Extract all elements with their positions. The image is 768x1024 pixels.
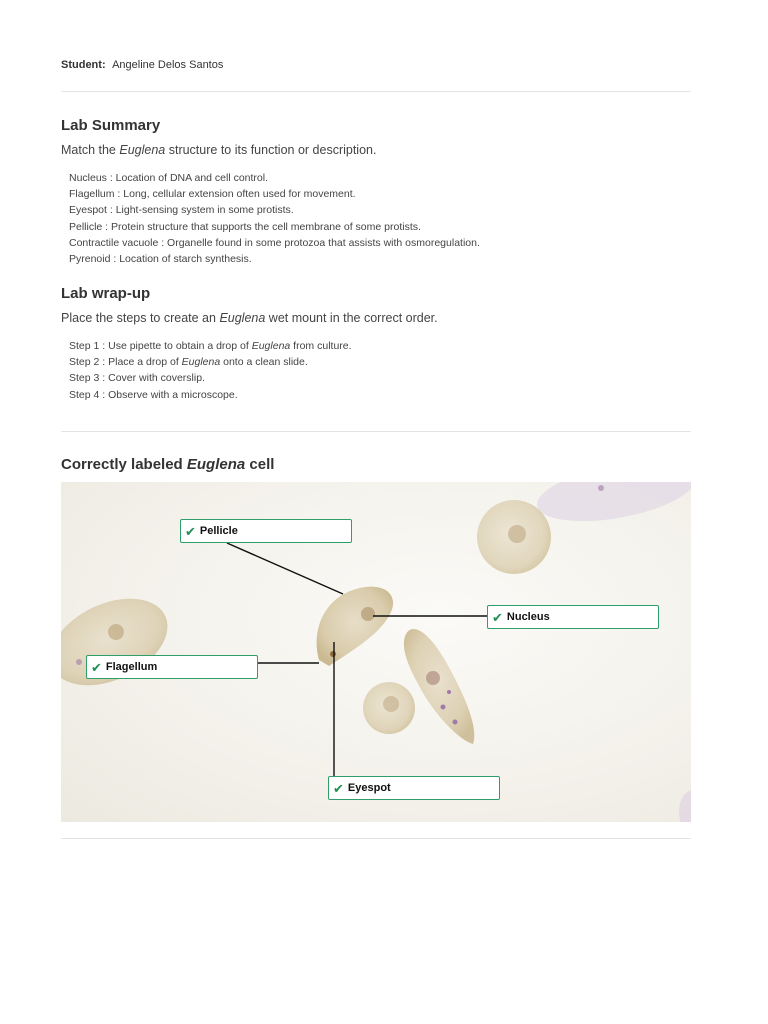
label-nucleus	[487, 605, 659, 629]
list-item: Flagellum : Long, cellular extension often used for movement.	[69, 188, 356, 201]
main-euglena-cell	[317, 587, 393, 666]
lab-wrapup-title: Lab wrap-up	[61, 285, 151, 302]
lab-summary-instruction	[61, 143, 376, 157]
structure-list	[69, 170, 480, 267]
check-icon: ✔	[492, 609, 503, 625]
instruction-italic: Euglena	[219, 311, 266, 325]
list-item: Step 4 : Observe with a microscope.	[69, 388, 238, 401]
euglena-micrograph	[61, 482, 691, 822]
figure-title: Correctly labeled Euglena cell	[61, 456, 275, 473]
student-line	[61, 59, 223, 71]
label-text: Nucleus	[506, 611, 550, 623]
label-text: Pellicle	[199, 525, 238, 537]
check-icon: ✔	[91, 659, 102, 675]
divider	[61, 91, 691, 92]
instruction-italic: Euglena	[119, 143, 166, 157]
instruction-text: wet mount in the correct order.	[265, 311, 438, 325]
divider	[61, 838, 691, 839]
list-item: Step 3 : Cover with coverslip.	[69, 372, 205, 385]
student-name: Angeline Delos Santos	[112, 59, 224, 71]
lab-summary-title: Lab Summary	[61, 117, 161, 134]
list-item: Step 1 : Use pipette to obtain a drop of Euglena from culture.	[69, 340, 352, 352]
divider	[61, 431, 691, 432]
list-item: Eyespot : Light-sensing system in some protists.	[69, 204, 294, 217]
check-icon: ✔	[333, 780, 344, 796]
label-eyespot	[328, 776, 500, 800]
label-text: Eyespot	[347, 782, 391, 794]
instruction-text: Place the steps to create an	[61, 311, 220, 325]
left-edge-cell	[61, 581, 181, 702]
check-icon: ✔	[185, 523, 196, 539]
label-text: Flagellum	[105, 661, 158, 673]
instruction-text: Match the	[61, 143, 120, 157]
pellicle-leader-line	[227, 543, 343, 594]
student-label: Student:	[61, 59, 106, 71]
list-item: Contractile vacuole : Organelle found in some protozoa that assists with osmoregulation.	[69, 236, 480, 249]
background-cell	[679, 790, 691, 822]
background-cell	[533, 482, 691, 531]
elongated-cell	[404, 629, 474, 744]
list-item: Pyrenoid : Location of starch synthesis.	[69, 253, 252, 266]
label-flagellum	[86, 655, 258, 679]
steps-list	[69, 338, 352, 403]
label-pellicle	[180, 519, 352, 543]
list-item: Pellicle : Protein structure that supports the cell membrane of some protists.	[69, 220, 421, 233]
micrograph-drawing	[61, 482, 691, 822]
instruction-text: structure to its function or description.	[165, 143, 377, 157]
list-item: Nucleus : Location of DNA and cell control.	[69, 172, 269, 184]
list-item: Step 2 : Place a drop of Euglena onto a clean slide.	[69, 356, 308, 369]
lab-wrapup-instruction	[61, 311, 438, 325]
